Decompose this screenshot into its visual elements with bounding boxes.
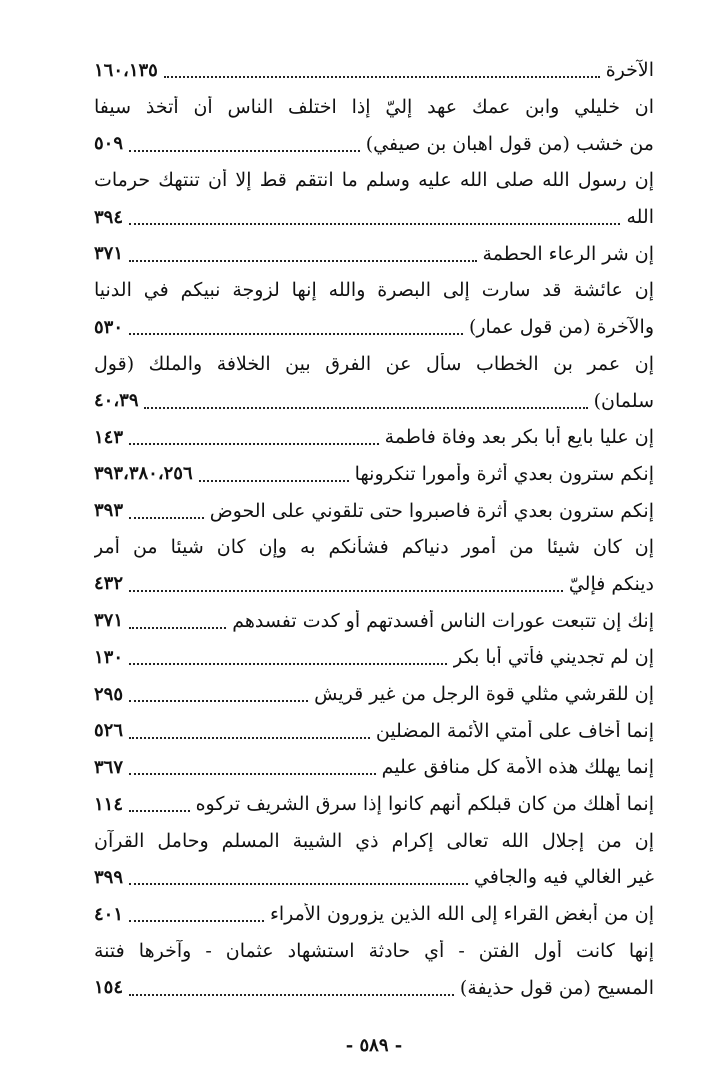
index-entry-line xyxy=(94,529,654,566)
index-entry-line xyxy=(94,566,654,603)
entry-text: إن من أبغض القراء إلى الله الذين يزورون الأمراء xyxy=(269,903,654,926)
index-entry-line xyxy=(94,346,654,383)
page-reference: ١٣٠ xyxy=(94,646,124,668)
page-reference: ١٥٤ xyxy=(94,977,124,999)
dot-leader xyxy=(144,405,587,409)
entry-text: إن كان شيئا من أمور دنياكم فشأنكم به وإن كان شيئا من أمر xyxy=(94,536,654,559)
index-entry-line xyxy=(94,52,654,89)
dot-leader xyxy=(129,771,376,775)
index-entry-line xyxy=(94,602,654,639)
index-entries xyxy=(94,52,654,1006)
index-entry-line xyxy=(94,492,654,529)
page-reference: ٤٠١ xyxy=(94,903,124,925)
index-page xyxy=(94,52,654,1056)
entry-text: ان خليلي وابن عمك عهد إليّ إذا اختلف الناس أن أتخذ سيفا xyxy=(94,96,654,119)
dot-leader xyxy=(129,148,360,152)
index-entry-line xyxy=(94,786,654,823)
page-reference: ٣٩٣،٣٨٠،٢٥٦ xyxy=(94,463,193,485)
index-entry-line xyxy=(94,639,654,676)
entry-text: إن من إجلال الله تعالى إكرام ذي الشيبة المسلم وحامل القرآن xyxy=(94,829,654,852)
entry-text: الآخرة xyxy=(605,59,654,82)
index-entry-line xyxy=(94,822,654,859)
index-entry-line xyxy=(94,89,654,126)
page-reference: ٥٣٠ xyxy=(94,316,124,338)
dot-leader xyxy=(164,74,600,78)
entry-text: إنما أهلك من كان قبلكم أنهم كانوا إذا سرق الشريف تركوه xyxy=(195,793,654,816)
entry-text: إنكم سترون بعدي أثرة فاصبروا حتى تلقوني على الحوض xyxy=(209,499,654,522)
page-reference: ٤٣٢ xyxy=(94,573,124,595)
entry-text: سلمان) xyxy=(593,389,654,412)
page-reference: ٣٧١ xyxy=(94,610,124,632)
index-entry-line xyxy=(94,859,654,896)
entry-text: والآخرة (من قول عمار) xyxy=(468,316,654,339)
entry-text: إن عليا بايع أبا بكر بعد وفاة فاطمة xyxy=(384,426,654,449)
page-reference: ٢٩٥ xyxy=(94,683,124,705)
index-entry-line xyxy=(94,272,654,309)
dot-leader xyxy=(129,258,477,262)
dot-leader xyxy=(129,735,370,739)
page-reference: ٤٠،٣٩ xyxy=(94,390,139,412)
page-reference: ٥٢٦ xyxy=(94,720,124,742)
page-reference: ١٤٣ xyxy=(94,426,124,448)
entry-text: إنما أخاف على أمتي الأئمة المضلين xyxy=(375,719,654,742)
dot-leader xyxy=(129,515,204,519)
entry-text: إن لم تجديني فأتي أبا بكر xyxy=(453,646,654,669)
dot-leader xyxy=(129,881,468,885)
entry-text: إنك إن تتبعت عورات الناس أفسدتهم أو كدت تفسدهم xyxy=(232,609,654,632)
page-reference: ٣٩٣ xyxy=(94,500,124,522)
page-reference: ٣٦٧ xyxy=(94,756,124,778)
entry-text: إنما يهلك هذه الأمة كل منافق عليم xyxy=(381,756,654,779)
page-reference: ١١٤ xyxy=(94,793,124,815)
index-entry-line xyxy=(94,419,654,456)
dot-leader xyxy=(129,698,308,702)
page-number: - ٥٨٩ - xyxy=(345,1035,403,1056)
index-entry-line xyxy=(94,712,654,749)
dot-leader xyxy=(129,441,379,445)
index-entry-line xyxy=(94,382,654,419)
dot-leader xyxy=(129,918,264,922)
page-reference: ٣٩٩ xyxy=(94,866,124,888)
index-entry-line xyxy=(94,235,654,272)
page-reference: ٣٧١ xyxy=(94,243,124,265)
entry-text: إن للقرشي مثلي قوة الرجل من غير قريش xyxy=(314,683,654,706)
entry-text: من خشب (من قول اهبان بن صيفي) xyxy=(365,132,654,155)
index-entry-line xyxy=(94,309,654,346)
entry-text: غير الغالي فيه والجافي xyxy=(473,866,654,889)
index-entry-line xyxy=(94,162,654,199)
page-reference: ٥٠٩ xyxy=(94,133,124,155)
dot-leader xyxy=(129,992,454,996)
entry-text: إن شر الرعاء الحطمة xyxy=(482,242,654,265)
index-entry-line xyxy=(94,125,654,162)
index-entry-line xyxy=(94,969,654,1006)
index-entry-line xyxy=(94,199,654,236)
page-reference: ٣٩٤ xyxy=(94,206,124,228)
entry-text: إنكم سترون بعدي أثرة وأمورا تنكرونها xyxy=(354,462,654,485)
entry-text: الله xyxy=(626,206,654,229)
entry-text: إن عائشة قد سارت إلى البصرة والله إنها لزوجة نبيكم في الدنيا xyxy=(94,279,654,302)
dot-leader xyxy=(199,478,349,482)
index-entry-line xyxy=(94,676,654,713)
index-entry-line xyxy=(94,456,654,493)
index-entry-line xyxy=(94,896,654,933)
entry-text: المسيح (من قول حذيفة) xyxy=(459,976,654,999)
entry-text: إن عمر بن الخطاب سأل عن الفرق بين الخلافة والملك (قول xyxy=(94,352,654,375)
dot-leader xyxy=(129,588,563,592)
index-entry-line xyxy=(94,749,654,786)
dot-leader xyxy=(129,808,190,812)
page-reference: ١٦٠،١٣٥ xyxy=(94,59,158,81)
index-entry-line xyxy=(94,933,654,970)
dot-leader xyxy=(129,221,620,225)
dot-leader xyxy=(129,661,447,665)
dot-leader xyxy=(129,331,463,335)
dot-leader xyxy=(129,625,226,629)
entry-text: إن رسول الله صلى الله عليه وسلم ما انتقم قط إلا أن تنتهك حرمات xyxy=(94,169,654,192)
entry-text: إنها كانت أول الفتن - أي حادثة استشهاد عثمان - وآخرها فتنة xyxy=(94,939,654,962)
entry-text: دينكم فإليّ xyxy=(568,572,654,595)
